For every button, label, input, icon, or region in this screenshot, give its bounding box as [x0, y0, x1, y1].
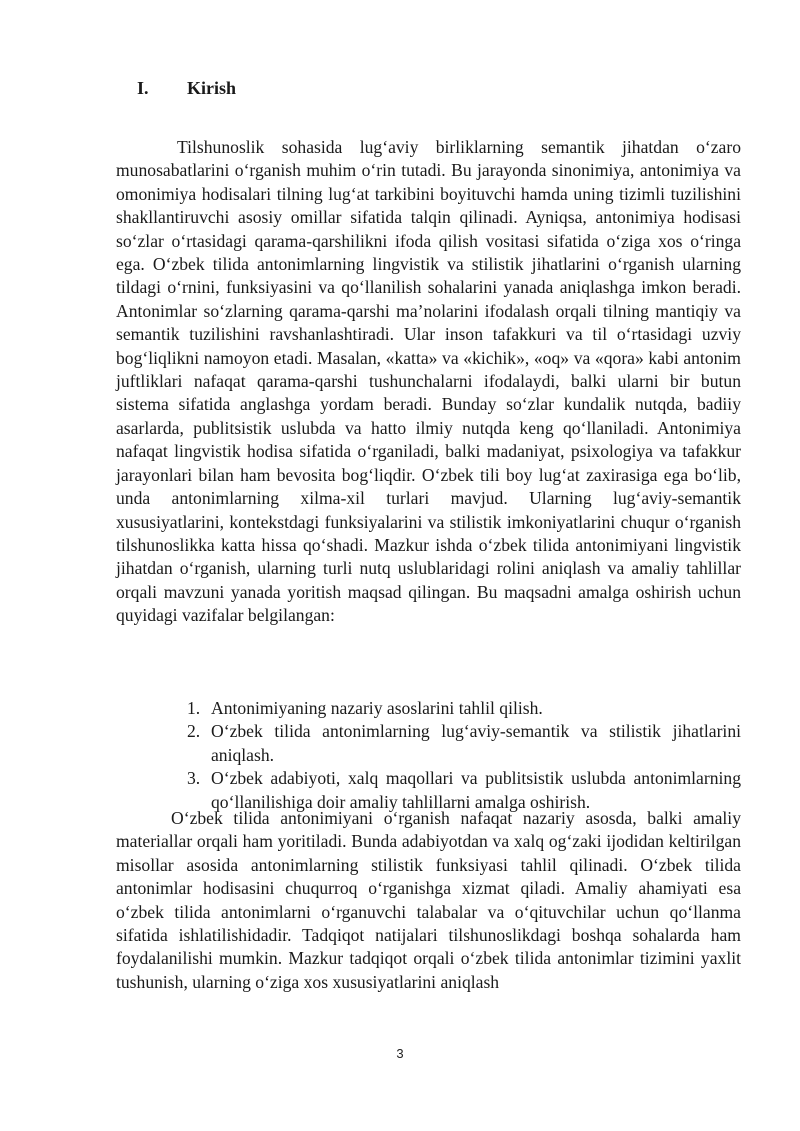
- section-number: I.: [137, 78, 149, 98]
- list-item-text: O‘zbek tilida antonimlarning lug‘aviy-semantik va stilistik jihatlarini aniqlash.: [211, 721, 741, 765]
- page-number: 3: [396, 1046, 404, 1061]
- list-item-number: 1.: [187, 698, 201, 718]
- section-title: Kirish: [187, 78, 237, 98]
- tasks-list: [116, 697, 741, 814]
- list-item-text: Antonimiyaning nazariy asoslarini tahlil qilish.: [211, 698, 543, 718]
- list-item: [116, 697, 741, 720]
- list-item-text: O‘zbek adabiyoti, xalq maqollari va publitsistik uslubda antonimlarning qo‘llanilishiga doir amaliy tahlillarni amalga oshirish.: [211, 768, 741, 812]
- list-item: [116, 720, 741, 767]
- list-item-number: 2.: [187, 721, 201, 742]
- methods-paragraph: O‘zbek tilida antonimiyani o‘rganish nafaqat nazariy asosda, balki amaliy materiallar orqali ham yoritiladi. Bunda adabiyotdan va xalq og‘zaki ijodidan keltirilgan misollar asosida antonimlarning stilistik funksiyasi tahlil qilinadi. O‘zbek tilida antonimlar hodisasini chuqurroq o‘rganishga xizmat qiladi. Amaliy ahamiyati esa o‘zbek tilida antonimlarni o‘rganuvchi talabalar va o‘qituvchilar uchun qo‘llanma sifatida ishlatilishidadir. Tadqiqot natijalari tilshunoslikdagi boshqa sohalarda ham foydalanilishi mumkin. Mazkur tadqiqot orqali o‘zbek tilida antonimlar tizimini yaxlit tushunish, ularning o‘ziga xos xususiyatlarini aniqlash: [116, 808, 741, 992]
- section-heading: [137, 76, 236, 100]
- list-item-number: 3.: [187, 768, 201, 789]
- intro-paragraph: Tilshunoslik sohasida lug‘aviy birliklarning semantik jihatdan o‘zaro munosabatlarini o‘rganish muhim o‘rin tutadi. Bu jarayonda sinonimiya, antonimiya va omonimiya hodisalari tilning lug‘at tarkibini boyituvchi hamda uning tizimli tuzilishini shakllantiruvchi asosiy omillar sifatida talqin qilinadi. Ayniqsa, antonimiya hodisasi so‘zlar o‘rtasidagi qarama-qarshilikni ifoda qilish vositasi sifatida o‘ziga xos o‘ringa ega. O‘zbek tilida antonimlarning lingvistik va stilistik jihatlarini o‘rganish ularning tildagi o‘rnini, funksiyasini va qo‘llanilish sohalarini yanada aniqlashga imkon beradi. Antonimlar so‘zlarning qarama-qarshi ma’nolarini ifodalash orqali tilning mantiqiy va semantik tuzilishini ravshanlashtiradi. Ular inson tafakkuri va til o‘rtasidagi uzviy bog‘liqlikni namoyon etadi. Masalan, «katta» va «kichik», «oq» va «qora» kabi antonim juftliklari nafaqat qarama-qarshi tushunchalarni ifodalaydi, balki ularni bir butun sistema sifatida anglashga yordam beradi. Bunday so‘zlar kundalik nutqda, badiiy asarlarda, publitsistik uslubda va hatto ilmiy nutqda keng qo‘llaniladi. Antonimiya nafaqat lingvistik hodisa sifatida o‘rganiladi, balki madaniyat, psixologiya va tafakkur jarayonlari bilan ham bevosita bog‘liqdir. O‘zbek tili boy lug‘at zaxirasiga ega bo‘lib, unda antonimlarning xilma-xil turlari mavjud. Ularning lug‘aviy-semantik xususiyatlarini, kontekstdagi funksiyalarini va stilistik imkoniyatlarini chuqur o‘rganish tilshunoslikka katta hissa qo‘shadi. Mazkur ishda o‘zbek tilida antonimiyani lingvistik jihatdan o‘rganish, ularning turli nutq uslublaridagi rolini aniqlash va amaliy tahlillar orqali mavzuni yanada yoritish maqsad qilingan. Bu maqsadni amalga oshirish uchun quyidagi vazifalar belgilangan:: [116, 137, 741, 626]
